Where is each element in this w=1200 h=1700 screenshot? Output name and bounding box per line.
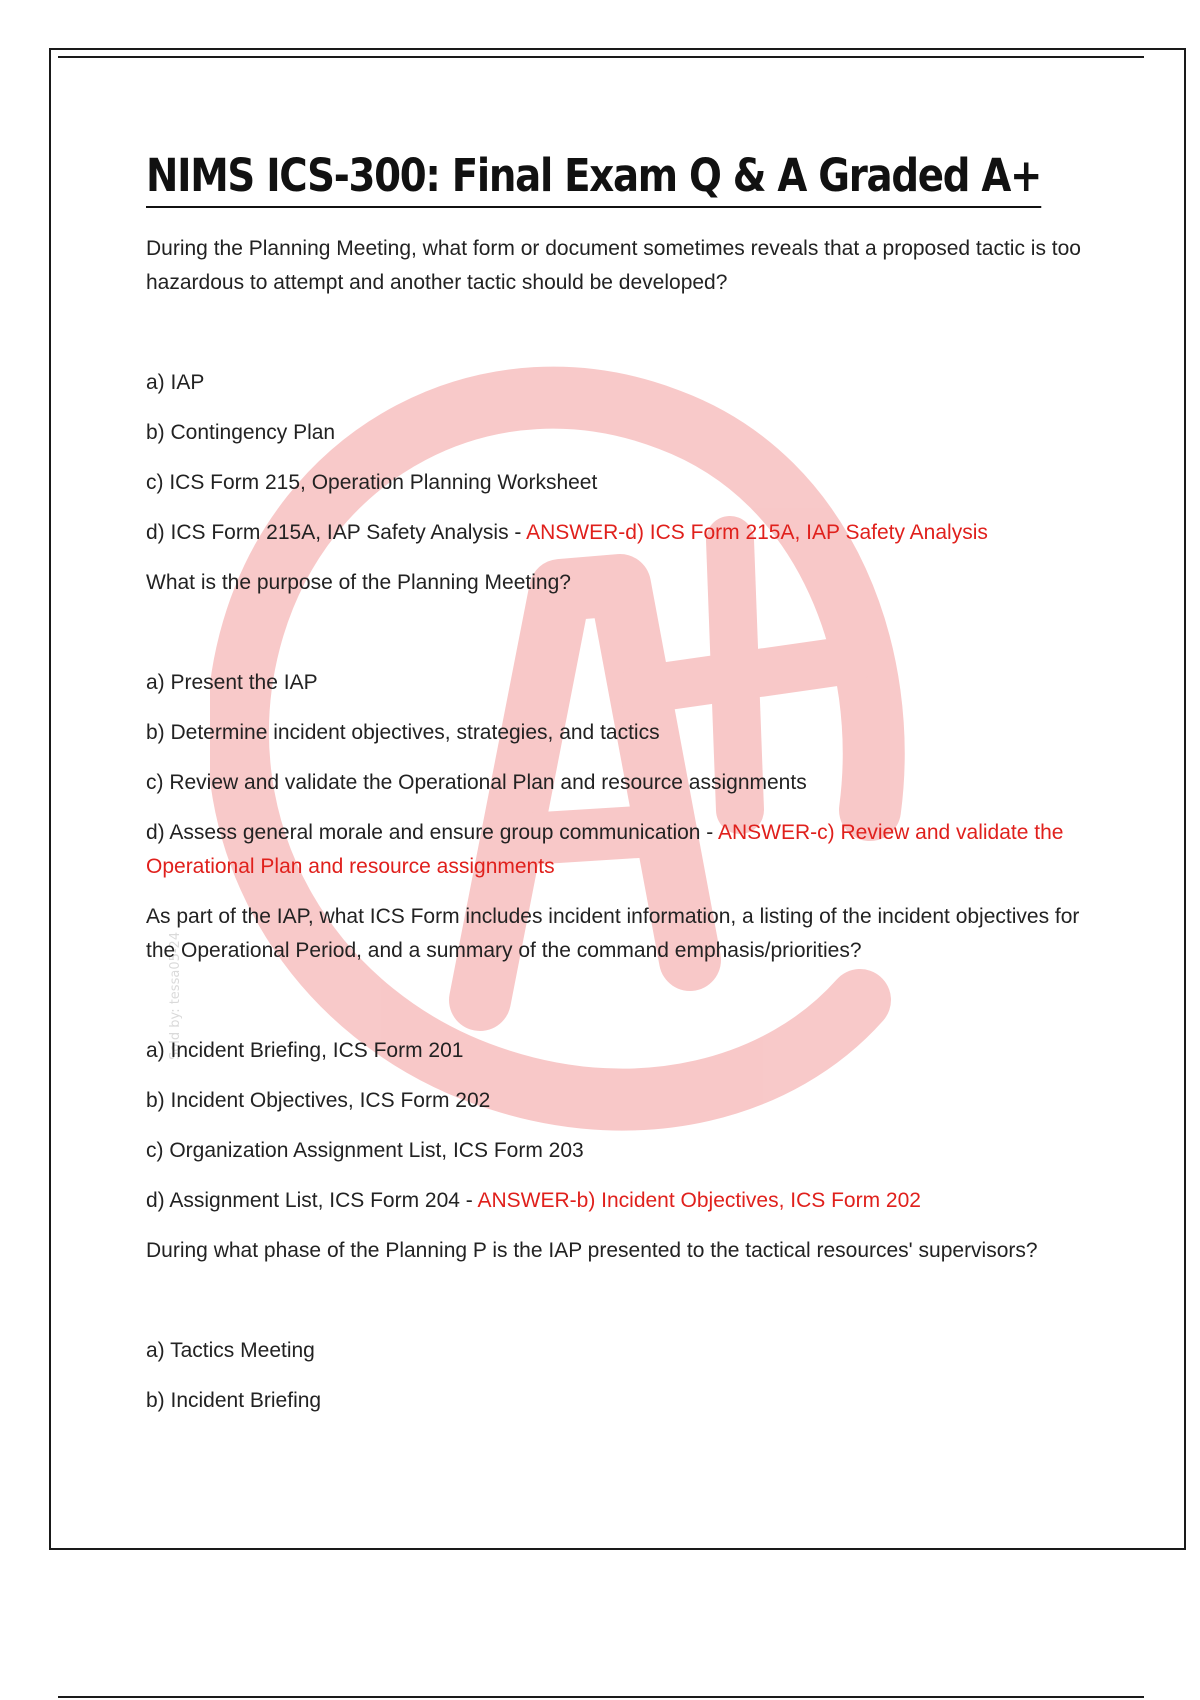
question-4-option-a: a) Tactics Meeting (146, 1339, 315, 1362)
question-2-option-a: a) Present the IAP (146, 671, 318, 694)
bottom-rule (58, 1696, 1144, 1698)
question-1-option-a: a) IAP (146, 371, 205, 394)
question-2: What is the purpose of the Planning Meeting? (146, 571, 571, 594)
question-3-option-c: c) Organization Assignment List, ICS Form 203 (146, 1139, 584, 1162)
question-2-option-d (146, 816, 1106, 884)
question-4: During what phase of the Planning P is the IAP presented to the tactical resources' supervisors? (146, 1239, 1038, 1262)
question-2-option-d-text: d) Assess general morale and ensure group communication - (146, 821, 718, 844)
question-1-option-b: b) Contingency Plan (146, 421, 336, 444)
question-1: During the Planning Meeting, what form or document sometimes reveals that a proposed tactic is too hazardous to attempt and another tactic should be developed? (146, 237, 1081, 294)
question-1-option-d (146, 516, 1106, 550)
question-3-option-d-text: d) Assignment List, ICS Form 204 - (146, 1189, 478, 1212)
question-2-answer: ANSWER-c) Review and validate the Operational Plan and resource assignments (146, 821, 1064, 878)
question-1-option-d-text: d) ICS Form 215A, IAP Safety Analysis - (146, 521, 527, 544)
question-3-option-a: a) Incident Briefing, ICS Form 201 (146, 1039, 464, 1062)
document-content (146, 148, 1106, 1418)
question-1-option-c: c) ICS Form 215, Operation Planning Worksheet (146, 471, 598, 494)
document-title: NIMS ICS-300: Final Exam Q & A Graded A+ (146, 148, 1041, 208)
question-3-answer: ANSWER-b) Incident Objectives, ICS Form 202 (477, 1189, 921, 1212)
question-4-option-b: b) Incident Briefing (146, 1389, 322, 1412)
top-rule (58, 56, 1144, 58)
question-2-option-b: b) Determine incident objectives, strategies, and tactics (146, 721, 660, 744)
question-3-option-b: b) Incident Objectives, ICS Form 202 (146, 1089, 491, 1112)
question-3: As part of the IAP, what ICS Form includes incident information, a listing of the incident objectives for the Operational Period, and a summary of the command emphasis/priorities? (146, 905, 1080, 962)
question-2-option-c: c) Review and validate the Operational Plan and resource assignments (146, 771, 807, 794)
question-3-option-d (146, 1184, 1106, 1218)
question-1-answer: ANSWER-d) ICS Form 215A, IAP Safety Analysis (526, 521, 988, 544)
side-watermark-text: Sold by: tessa05-24 (168, 931, 183, 1060)
